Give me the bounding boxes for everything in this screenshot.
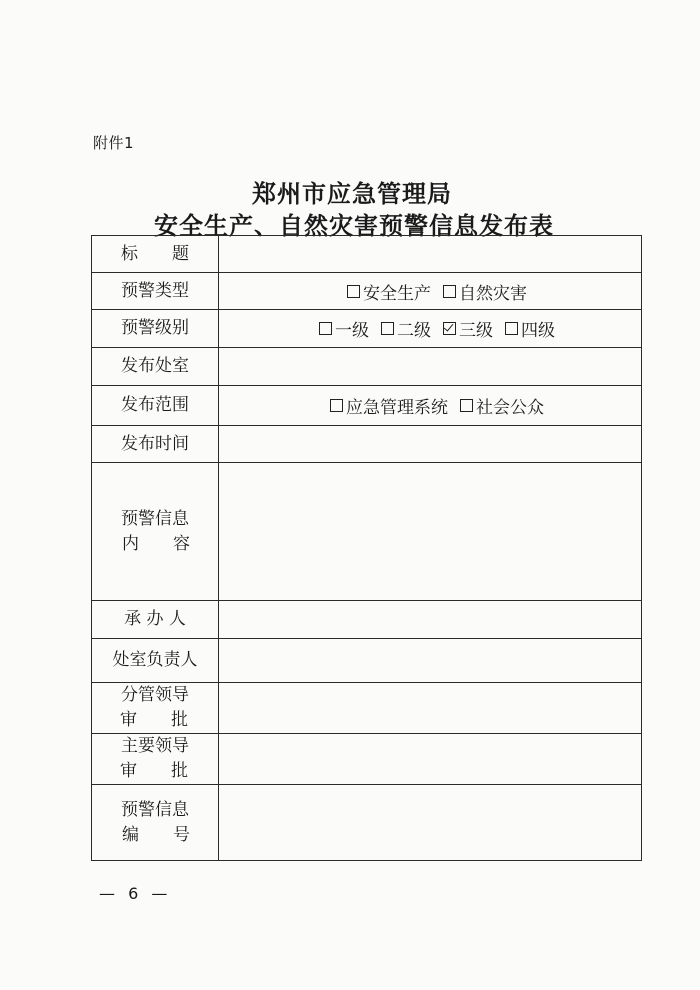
field-time[interactable]	[219, 426, 642, 463]
row-content	[92, 463, 642, 601]
label-deputy	[92, 683, 219, 734]
label-content-char1: 内	[122, 533, 139, 554]
option-level-1[interactable]	[319, 316, 369, 341]
label-handler: 承 办 人	[92, 601, 219, 639]
row-number	[92, 785, 642, 861]
option-label: 四级	[521, 321, 555, 341]
option-label: 应急管理系统	[346, 398, 448, 418]
label-scope: 发布范围	[92, 386, 219, 426]
option-safety[interactable]	[347, 279, 431, 304]
label-office: 发布处室	[92, 348, 219, 386]
row-type	[92, 273, 642, 310]
checkbox-icon[interactable]	[330, 399, 343, 412]
row-title	[92, 236, 642, 273]
field-level	[219, 310, 642, 348]
field-chief[interactable]	[219, 734, 642, 785]
title-line-1: 郑州市应急管理局	[252, 179, 452, 208]
field-head[interactable]	[219, 639, 642, 683]
option-label: 二级	[397, 321, 431, 341]
label-deputy-char1: 审	[120, 710, 137, 730]
row-level	[92, 310, 642, 348]
field-content[interactable]	[219, 463, 642, 601]
checkbox-icon[interactable]	[381, 322, 394, 335]
label-chief-line1: 主要领导	[121, 736, 189, 756]
label-chief-char2: 批	[171, 761, 188, 781]
label-level: 预警级别	[92, 310, 219, 348]
option-label: 社会公众	[476, 398, 544, 418]
label-content	[92, 463, 219, 601]
option-label: 一级	[335, 321, 369, 341]
checkbox-icon[interactable]	[460, 399, 473, 412]
label-deputy-char2: 批	[171, 710, 188, 730]
option-level-2[interactable]	[381, 316, 431, 341]
label-content-line1: 预警信息	[121, 508, 189, 529]
label-title: 标 题	[92, 236, 219, 273]
field-number[interactable]	[219, 785, 642, 861]
option-label: 自然灾害	[459, 283, 527, 304]
field-deputy[interactable]	[219, 683, 642, 734]
title-line-2: 安全生产、自然灾害预警信息发布表	[154, 211, 554, 240]
field-scope	[219, 386, 642, 426]
option-label: 安全生产	[363, 283, 431, 304]
option-label: 三级	[459, 321, 493, 341]
label-number-line1: 预警信息	[121, 799, 189, 820]
label-number-char1: 编	[122, 824, 139, 845]
label-type: 预警类型	[92, 273, 219, 310]
field-title[interactable]	[219, 236, 642, 273]
checkbox-checked-icon[interactable]	[443, 322, 456, 335]
option-emergency-system[interactable]	[330, 393, 448, 418]
label-deputy-line1: 分管领导	[121, 685, 189, 705]
checkbox-icon[interactable]	[443, 285, 456, 298]
field-handler[interactable]	[219, 601, 642, 639]
checkbox-icon[interactable]	[505, 322, 518, 335]
label-chief-char1: 审	[120, 761, 137, 781]
label-content-char2: 容	[173, 533, 190, 554]
label-head: 处室负责人	[92, 639, 219, 683]
field-office[interactable]	[219, 348, 642, 386]
warning-info-form	[91, 235, 642, 861]
label-number	[92, 785, 219, 861]
row-chief	[92, 734, 642, 785]
option-level-4[interactable]	[505, 316, 555, 341]
row-deputy	[92, 683, 642, 734]
row-scope	[92, 386, 642, 426]
option-level-3[interactable]	[443, 316, 493, 341]
attachment-label: 附件1	[93, 134, 135, 152]
row-head	[92, 639, 642, 683]
page-number: — 6 —	[99, 884, 172, 903]
label-time: 发布时间	[92, 426, 219, 463]
field-type	[219, 273, 642, 310]
row-time	[92, 426, 642, 463]
option-disaster[interactable]	[443, 279, 527, 304]
checkbox-icon[interactable]	[347, 285, 360, 298]
label-chief	[92, 734, 219, 785]
row-office	[92, 348, 642, 386]
checkbox-icon[interactable]	[319, 322, 332, 335]
label-number-char2: 号	[173, 824, 190, 845]
row-handler	[92, 601, 642, 639]
option-public[interactable]	[460, 393, 544, 418]
